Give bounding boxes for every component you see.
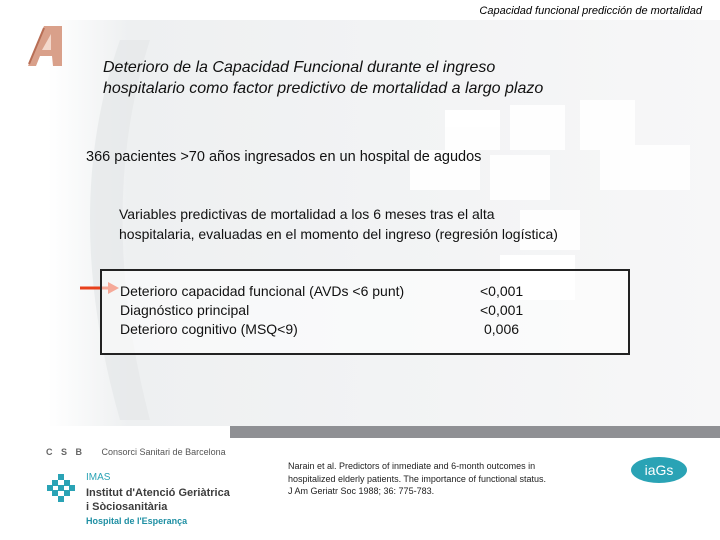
header-title: Capacidad funcional predicción de mortalidad [479, 5, 702, 17]
csb-letters: C S B [46, 447, 86, 457]
slide-title [103, 57, 663, 99]
iags-logo-icon [630, 456, 688, 484]
reference-citation [288, 460, 608, 498]
result-value: 0,006 [484, 321, 520, 337]
variables-line-1: Variables predictivas de mortalidad a los 6 meses tras el alta [119, 206, 495, 222]
reference-line-1: Narain et al. Predictors of inmediate and 6-month outcomes in [288, 461, 536, 471]
result-label: Deterioro cognitivo (MSQ<9) [120, 321, 298, 337]
iags-logo-text: iaGs [644, 462, 674, 478]
result-row [120, 283, 524, 299]
hospital-name: Hospital de l'Esperança [86, 516, 188, 526]
csb-name: Consorci Sanitari de Barcelona [101, 447, 226, 457]
imas-cross-icon [47, 474, 75, 502]
result-value: <0,001 [480, 283, 524, 299]
result-row [120, 321, 520, 337]
reference-line-2: hospitalized elderly patients. The importance of functional status. [288, 473, 546, 484]
result-label: Diagnóstico principal [120, 302, 250, 318]
institute-line-1: Institut d'Atenció Geriàtrica [86, 487, 230, 499]
imas-name: IMAS [86, 472, 111, 483]
title-line-1: Deterioro de la Capacidad Funcional durante el ingreso [103, 59, 496, 76]
variables-text [119, 204, 679, 244]
results-box [100, 269, 630, 355]
reference-line-3: J Am Geriatr Soc 1988; 36: 775-783. [288, 486, 435, 496]
result-row [120, 302, 524, 318]
result-label: Deterioro capacidad funcional (AVDs <6 punt) [120, 283, 405, 299]
a-logo-icon [26, 24, 66, 68]
footer-divider [230, 426, 720, 438]
result-value: <0,001 [480, 302, 524, 318]
title-line-2: hospitalario como factor predictivo de mortalidad a largo plazo [103, 80, 544, 97]
patients-text: 366 pacientes >70 años ingresados en un hospital de agudos [86, 149, 482, 165]
institute-line-2: i Sòciosanitària [86, 501, 168, 513]
variables-line-2: hospitalaria, evaluadas en el momento del ingreso (regresión logística) [119, 226, 558, 242]
csb-logo [46, 447, 226, 457]
